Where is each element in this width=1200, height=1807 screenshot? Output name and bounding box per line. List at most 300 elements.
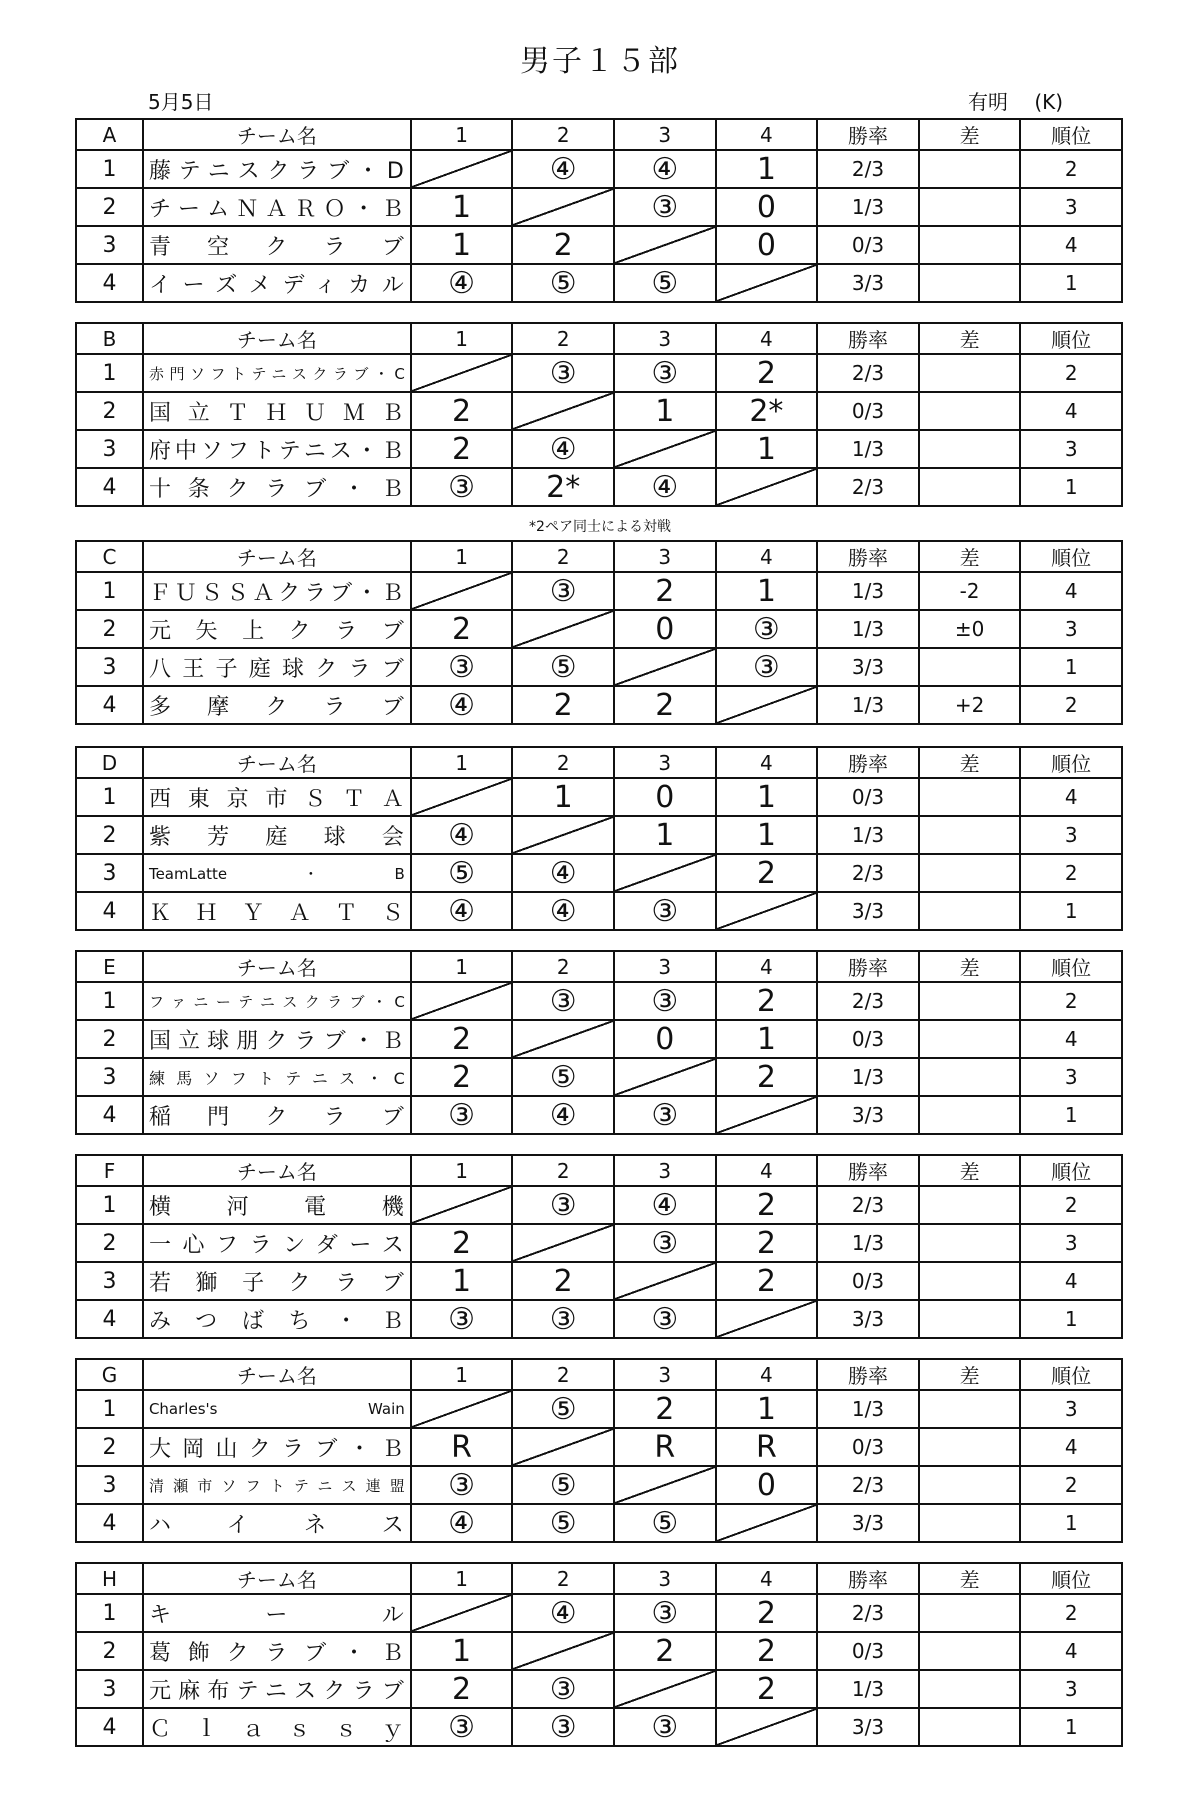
rank: 3 — [1020, 430, 1122, 468]
header-team: チーム名 — [143, 323, 411, 354]
match-score: ⑤ — [512, 648, 614, 686]
header-team: チーム名 — [143, 119, 411, 150]
self-match-cell — [411, 1594, 513, 1632]
rank: 1 — [1020, 264, 1122, 302]
team-name: Ｃｌａｓｓｙ — [143, 1708, 411, 1746]
point-difference — [919, 1224, 1021, 1262]
group-g-block — [75, 1358, 1123, 1543]
match-score: ④ — [512, 1096, 614, 1134]
match-score: ④ — [614, 150, 716, 188]
venue-court: 有明 (K) — [968, 90, 1064, 114]
team-name: イーズメディカル — [143, 264, 411, 302]
point-difference: ±0 — [919, 610, 1021, 648]
row-number: 1 — [76, 778, 143, 816]
team-name: チームＮＡＲＯ・Ｂ — [143, 188, 411, 226]
match-score: 0 — [614, 778, 716, 816]
point-difference — [919, 430, 1021, 468]
match-score: 1 — [716, 430, 818, 468]
win-rate: 3/3 — [817, 1504, 919, 1542]
win-rate: 0/3 — [817, 1632, 919, 1670]
win-rate: 2/3 — [817, 1186, 919, 1224]
match-score: ④ — [411, 264, 513, 302]
team-name: 青 空 ク ラ ブ — [143, 226, 411, 264]
table-row — [76, 226, 1122, 264]
win-rate: 3/3 — [817, 1300, 919, 1338]
team-name: 八王子庭球クラブ — [143, 648, 411, 686]
match-score: ④ — [512, 854, 614, 892]
row-number: 1 — [76, 354, 143, 392]
rank: 3 — [1020, 816, 1122, 854]
header-win-rate: 勝率 — [817, 323, 919, 354]
header-win-rate: 勝率 — [817, 951, 919, 982]
match-score: ④ — [614, 1186, 716, 1224]
match-score: 1 — [411, 1262, 513, 1300]
match-score: 1 — [716, 572, 818, 610]
table-row — [76, 1300, 1122, 1338]
group-c-block — [75, 540, 1123, 725]
header-difference: 差 — [919, 1563, 1021, 1594]
match-score: ③ — [411, 1466, 513, 1504]
match-score: ⑤ — [512, 264, 614, 302]
match-score: 2 — [512, 1262, 614, 1300]
match-score: 2 — [716, 854, 818, 892]
point-difference — [919, 648, 1021, 686]
win-rate: 3/3 — [817, 1096, 919, 1134]
self-match-cell — [716, 686, 818, 724]
header-opponent-1: 1 — [411, 541, 513, 572]
rank: 1 — [1020, 1708, 1122, 1746]
self-match-cell — [614, 854, 716, 892]
match-score: 0 — [716, 226, 818, 264]
match-score: 1 — [614, 816, 716, 854]
win-rate: 0/3 — [817, 1428, 919, 1466]
match-score: 1 — [411, 226, 513, 264]
row-number: 4 — [76, 892, 143, 930]
match-score: ③ — [411, 1300, 513, 1338]
match-score: ③ — [512, 1186, 614, 1224]
team-name: キ ー ル — [143, 1594, 411, 1632]
point-difference — [919, 892, 1021, 930]
header-opponent-3: 3 — [614, 1155, 716, 1186]
group-table — [75, 1358, 1123, 1543]
table-row — [76, 1262, 1122, 1300]
point-difference — [919, 1262, 1021, 1300]
group-d-block — [75, 746, 1123, 931]
rank: 4 — [1020, 1262, 1122, 1300]
point-difference — [919, 150, 1021, 188]
group-label: D — [76, 747, 143, 778]
group-e-block — [75, 950, 1123, 1135]
header-opponent-2: 2 — [512, 1155, 614, 1186]
header-win-rate: 勝率 — [817, 119, 919, 150]
header-row — [76, 1359, 1122, 1390]
self-match-cell — [614, 1262, 716, 1300]
team-name: 元麻布テニスクラブ — [143, 1670, 411, 1708]
rank: 4 — [1020, 1632, 1122, 1670]
match-score: 2 — [614, 1632, 716, 1670]
header-win-rate: 勝率 — [817, 1155, 919, 1186]
point-difference — [919, 1594, 1021, 1632]
match-score: 2 — [716, 1262, 818, 1300]
match-score: 1 — [512, 778, 614, 816]
team-name: Charles's Wain — [143, 1390, 411, 1428]
match-score: ⑤ — [614, 264, 716, 302]
table-row — [76, 1670, 1122, 1708]
row-number: 3 — [76, 1058, 143, 1096]
match-score: 2 — [716, 982, 818, 1020]
event-date: 5月5日 — [148, 90, 214, 114]
point-difference — [919, 1708, 1021, 1746]
team-name: 葛飾クラブ・Ｂ — [143, 1632, 411, 1670]
match-score: 0 — [716, 188, 818, 226]
group-table — [75, 746, 1123, 931]
group-label: B — [76, 323, 143, 354]
footnote: *2ペア同士による対戦 — [529, 519, 671, 535]
header-opponent-2: 2 — [512, 323, 614, 354]
self-match-cell — [614, 226, 716, 264]
row-number: 1 — [76, 572, 143, 610]
table-row — [76, 1390, 1122, 1428]
match-score: 2 — [411, 430, 513, 468]
match-score: 2 — [716, 1224, 818, 1262]
win-rate: 0/3 — [817, 226, 919, 264]
header-opponent-4: 4 — [716, 119, 818, 150]
header-opponent-2: 2 — [512, 747, 614, 778]
match-score: 2 — [411, 610, 513, 648]
match-score: 1 — [716, 150, 818, 188]
self-match-cell — [716, 892, 818, 930]
match-score: ③ — [411, 1708, 513, 1746]
match-score: ③ — [512, 1670, 614, 1708]
match-score: ③ — [614, 982, 716, 1020]
rank: 4 — [1020, 1020, 1122, 1058]
point-difference — [919, 392, 1021, 430]
match-score: ④ — [614, 468, 716, 506]
point-difference — [919, 1428, 1021, 1466]
match-score: ④ — [411, 892, 513, 930]
row-number: 4 — [76, 1096, 143, 1134]
header-opponent-4: 4 — [716, 1359, 818, 1390]
self-match-cell — [716, 1504, 818, 1542]
match-score: 2 — [716, 354, 818, 392]
match-score: ④ — [411, 686, 513, 724]
self-match-cell — [614, 1466, 716, 1504]
group-a-block — [75, 118, 1123, 303]
win-rate: 1/3 — [817, 610, 919, 648]
rank: 2 — [1020, 854, 1122, 892]
match-score: ④ — [512, 1594, 614, 1632]
rank: 1 — [1020, 468, 1122, 506]
group-label: H — [76, 1563, 143, 1594]
match-score: 2 — [512, 226, 614, 264]
point-difference — [919, 1390, 1021, 1428]
rank: 4 — [1020, 226, 1122, 264]
match-score: 2 — [716, 1058, 818, 1096]
header-win-rate: 勝率 — [817, 541, 919, 572]
header-opponent-1: 1 — [411, 1359, 513, 1390]
win-rate: 3/3 — [817, 264, 919, 302]
table-row — [76, 430, 1122, 468]
table-row — [76, 468, 1122, 506]
match-score: 2 — [716, 1186, 818, 1224]
rank: 2 — [1020, 354, 1122, 392]
self-match-cell — [512, 816, 614, 854]
match-score: ③ — [614, 1224, 716, 1262]
header-opponent-4: 4 — [716, 951, 818, 982]
team-name: 一心フランダース — [143, 1224, 411, 1262]
rank: 3 — [1020, 1058, 1122, 1096]
win-rate: 1/3 — [817, 1058, 919, 1096]
table-row — [76, 1186, 1122, 1224]
table-row — [76, 188, 1122, 226]
rank: 4 — [1020, 572, 1122, 610]
row-number: 3 — [76, 854, 143, 892]
header-opponent-3: 3 — [614, 323, 716, 354]
win-rate: 1/3 — [817, 572, 919, 610]
row-number: 3 — [76, 1670, 143, 1708]
win-rate: 1/3 — [817, 686, 919, 724]
row-number: 3 — [76, 226, 143, 264]
team-name: 多 摩 ク ラ ブ — [143, 686, 411, 724]
header-difference: 差 — [919, 951, 1021, 982]
header-opponent-1: 1 — [411, 951, 513, 982]
rank: 4 — [1020, 1428, 1122, 1466]
win-rate: 3/3 — [817, 648, 919, 686]
table-row — [76, 648, 1122, 686]
header-opponent-1: 1 — [411, 323, 513, 354]
team-name: ファニーテニスクラブ・C — [143, 982, 411, 1020]
header-opponent-3: 3 — [614, 1359, 716, 1390]
point-difference — [919, 1020, 1021, 1058]
header-difference: 差 — [919, 1155, 1021, 1186]
match-score: 2 — [411, 1670, 513, 1708]
match-score: 0 — [614, 1020, 716, 1058]
point-difference — [919, 1096, 1021, 1134]
win-rate: 2/3 — [817, 1466, 919, 1504]
table-row — [76, 1428, 1122, 1466]
header-team: チーム名 — [143, 1563, 411, 1594]
match-score: ④ — [512, 150, 614, 188]
table-row — [76, 1058, 1122, 1096]
header-opponent-3: 3 — [614, 119, 716, 150]
row-number: 2 — [76, 188, 143, 226]
rank: 2 — [1020, 150, 1122, 188]
header-opponent-4: 4 — [716, 541, 818, 572]
header-win-rate: 勝率 — [817, 747, 919, 778]
self-match-cell — [614, 648, 716, 686]
rank: 2 — [1020, 686, 1122, 724]
rank: 1 — [1020, 1300, 1122, 1338]
header-row — [76, 119, 1122, 150]
row-number: 2 — [76, 1224, 143, 1262]
self-match-cell — [716, 1096, 818, 1134]
match-score: ④ — [411, 816, 513, 854]
self-match-cell — [411, 150, 513, 188]
match-score: ③ — [411, 1096, 513, 1134]
team-name: 練馬ソフトテニス・C — [143, 1058, 411, 1096]
point-difference — [919, 1632, 1021, 1670]
row-number: 2 — [76, 1428, 143, 1466]
match-score: ③ — [411, 648, 513, 686]
group-table — [75, 950, 1123, 1135]
match-score: ④ — [512, 892, 614, 930]
row-number: 3 — [76, 430, 143, 468]
match-score: ⑤ — [512, 1504, 614, 1542]
match-score: 2* — [512, 468, 614, 506]
match-score: 1 — [411, 188, 513, 226]
win-rate: 1/3 — [817, 816, 919, 854]
group-table — [75, 1562, 1123, 1747]
match-score: 1 — [411, 1632, 513, 1670]
win-rate: 2/3 — [817, 854, 919, 892]
match-score: ③ — [614, 188, 716, 226]
header-team: チーム名 — [143, 747, 411, 778]
header-team: チーム名 — [143, 1359, 411, 1390]
self-match-cell — [512, 1224, 614, 1262]
team-name: 十条クラブ・Ｂ — [143, 468, 411, 506]
point-difference — [919, 1670, 1021, 1708]
team-name: 国立球朋クラブ・Ｂ — [143, 1020, 411, 1058]
table-row — [76, 1224, 1122, 1262]
self-match-cell — [614, 1670, 716, 1708]
team-name: 府中ソフトテニス・Ｂ — [143, 430, 411, 468]
table-row — [76, 572, 1122, 610]
match-score: ③ — [614, 1708, 716, 1746]
header-opponent-1: 1 — [411, 1155, 513, 1186]
page-title: 男子１５部 — [520, 44, 680, 79]
table-row — [76, 610, 1122, 648]
row-number: 4 — [76, 468, 143, 506]
rank: 1 — [1020, 1504, 1122, 1542]
rank: 3 — [1020, 1390, 1122, 1428]
table-row — [76, 892, 1122, 930]
header-opponent-1: 1 — [411, 1563, 513, 1594]
point-difference — [919, 468, 1021, 506]
team-name: TeamLatte・B — [143, 854, 411, 892]
rank: 4 — [1020, 392, 1122, 430]
match-score: 2 — [614, 1390, 716, 1428]
group-table — [75, 322, 1123, 507]
rank: 2 — [1020, 1466, 1122, 1504]
table-row — [76, 1708, 1122, 1746]
point-difference — [919, 264, 1021, 302]
self-match-cell — [716, 1708, 818, 1746]
match-score: ③ — [716, 610, 818, 648]
header-opponent-2: 2 — [512, 1359, 614, 1390]
match-score: ⑤ — [512, 1466, 614, 1504]
match-score: 1 — [614, 392, 716, 430]
group-label: G — [76, 1359, 143, 1390]
match-score: ⑤ — [512, 1058, 614, 1096]
match-score: ③ — [716, 648, 818, 686]
win-rate: 1/3 — [817, 1390, 919, 1428]
table-row — [76, 982, 1122, 1020]
header-row — [76, 1155, 1122, 1186]
self-match-cell — [512, 392, 614, 430]
team-name: 西東京市ＳＴＡ — [143, 778, 411, 816]
self-match-cell — [512, 610, 614, 648]
header-row — [76, 323, 1122, 354]
row-number: 1 — [76, 1390, 143, 1428]
self-match-cell — [512, 1428, 614, 1466]
win-rate: 0/3 — [817, 392, 919, 430]
match-score: ③ — [512, 1300, 614, 1338]
team-name: ＦＵＳＳＡクラブ・Ｂ — [143, 572, 411, 610]
team-name: 元矢上クラブ — [143, 610, 411, 648]
group-f-block — [75, 1154, 1123, 1339]
match-score: ④ — [411, 1504, 513, 1542]
match-score: ⑤ — [614, 1504, 716, 1542]
row-number: 3 — [76, 648, 143, 686]
table-row — [76, 778, 1122, 816]
match-score: ⑤ — [411, 854, 513, 892]
row-number: 2 — [76, 392, 143, 430]
team-name: 稲 門 ク ラ ブ — [143, 1096, 411, 1134]
table-row — [76, 354, 1122, 392]
team-name: 大岡山クラブ・Ｂ — [143, 1428, 411, 1466]
win-rate: 0/3 — [817, 778, 919, 816]
header-difference: 差 — [919, 323, 1021, 354]
header-difference: 差 — [919, 119, 1021, 150]
group-b-block — [75, 322, 1123, 507]
match-score: ③ — [512, 354, 614, 392]
match-score: 2* — [716, 392, 818, 430]
point-difference — [919, 982, 1021, 1020]
win-rate: 1/3 — [817, 430, 919, 468]
header-difference: 差 — [919, 747, 1021, 778]
match-score: 2 — [411, 1020, 513, 1058]
match-score: ⑤ — [512, 1390, 614, 1428]
win-rate: 1/3 — [817, 1670, 919, 1708]
match-score: 1 — [716, 816, 818, 854]
self-match-cell — [411, 354, 513, 392]
group-label: C — [76, 541, 143, 572]
self-match-cell — [512, 1020, 614, 1058]
point-difference — [919, 854, 1021, 892]
header-opponent-3: 3 — [614, 1563, 716, 1594]
row-number: 3 — [76, 1262, 143, 1300]
header-rank: 順位 — [1020, 323, 1122, 354]
header-opponent-2: 2 — [512, 541, 614, 572]
match-score: 1 — [716, 1390, 818, 1428]
header-rank: 順位 — [1020, 1563, 1122, 1594]
header-opponent-2: 2 — [512, 1563, 614, 1594]
header-opponent-3: 3 — [614, 951, 716, 982]
self-match-cell — [411, 572, 513, 610]
rank: 3 — [1020, 610, 1122, 648]
table-row — [76, 1096, 1122, 1134]
match-score: ③ — [512, 1708, 614, 1746]
header-opponent-3: 3 — [614, 541, 716, 572]
header-opponent-4: 4 — [716, 1155, 818, 1186]
header-row — [76, 747, 1122, 778]
header-difference: 差 — [919, 541, 1021, 572]
match-score: R — [411, 1428, 513, 1466]
self-match-cell — [716, 1300, 818, 1338]
win-rate: 1/3 — [817, 188, 919, 226]
match-score: 2 — [512, 686, 614, 724]
table-row — [76, 686, 1122, 724]
team-name: 国立ＴＨＵＭＢ — [143, 392, 411, 430]
table-row — [76, 1632, 1122, 1670]
point-difference — [919, 1058, 1021, 1096]
match-score: ③ — [614, 1594, 716, 1632]
match-score: 1 — [716, 1020, 818, 1058]
header-rank: 順位 — [1020, 1155, 1122, 1186]
match-score: ③ — [614, 354, 716, 392]
rank: 3 — [1020, 188, 1122, 226]
win-rate: 2/3 — [817, 1594, 919, 1632]
